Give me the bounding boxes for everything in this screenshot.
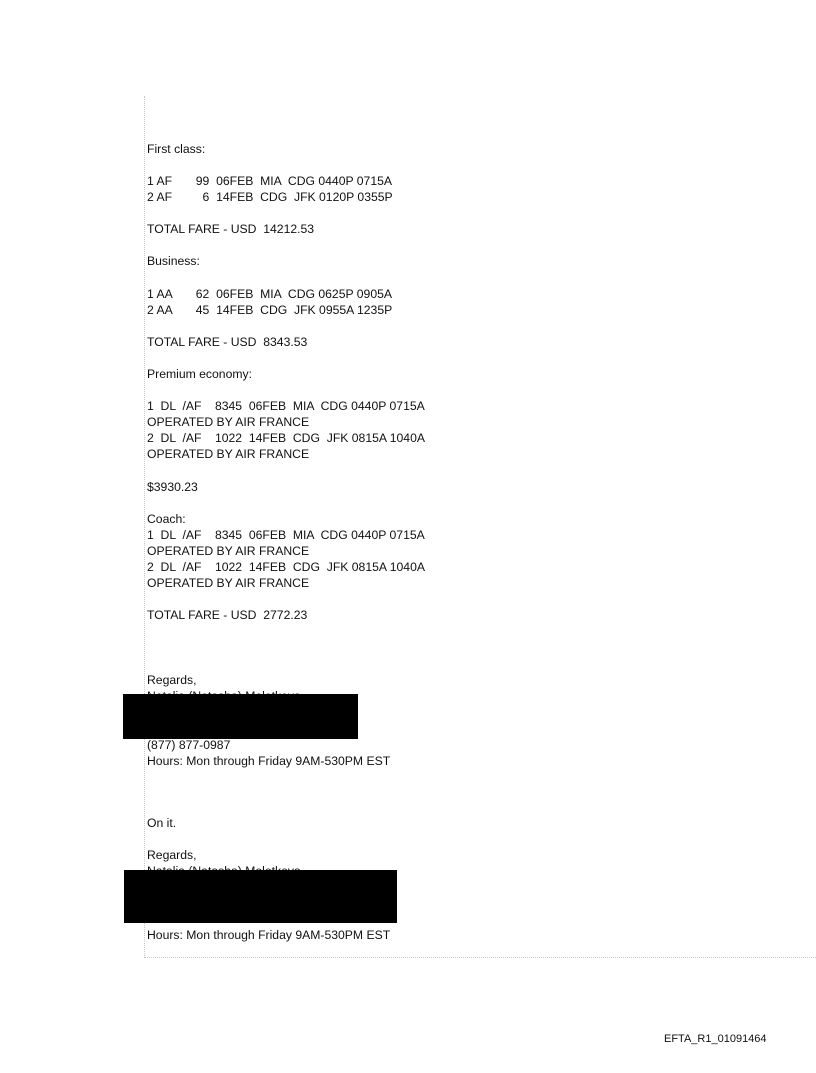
first-class-segment-2: 2 AF 6 14FEB CDG JFK 0120P 0355P — [147, 190, 393, 204]
premium-economy-operated-by-1: OPERATED BY AIR FRANCE — [147, 415, 310, 429]
premium-economy-total: $3930.23 — [147, 480, 198, 494]
first-class-total-fare: TOTAL FARE - USD 14212.53 — [147, 222, 315, 236]
coach-segment-1: 1 DL /AF 8345 06FEB MIA CDG 0440P 0715A — [147, 528, 425, 542]
business-segment-2: 2 AA 45 14FEB CDG JFK 0955A 1235P — [147, 303, 393, 317]
coach-operated-by-1: OPERATED BY AIR FRANCE — [147, 544, 310, 558]
reply-text: On it. — [147, 816, 177, 830]
coach-total-fare: TOTAL FARE - USD 2772.23 — [147, 608, 308, 622]
signature-2-hours: Hours: Mon through Friday 9AM-530PM EST — [147, 928, 391, 942]
signature-1-redaction-block — [123, 694, 358, 739]
premium-economy-operated-by-2: OPERATED BY AIR FRANCE — [147, 447, 310, 461]
first-class-heading: First class: — [147, 142, 206, 156]
business-segment-1: 1 AA 62 06FEB MIA CDG 0625P 0905A — [147, 287, 393, 301]
signature-1-phone: (877) 877-0987 — [147, 738, 231, 752]
signature-1-regards: Regards, — [147, 673, 197, 687]
premium-economy-segment-1: 1 DL /AF 8345 06FEB MIA CDG 0440P 0715A — [147, 399, 425, 413]
coach-segment-2: 2 DL /AF 1022 14FEB CDG JFK 0815A 1040A — [147, 560, 425, 574]
premium-economy-segment-2: 2 DL /AF 1022 14FEB CDG JFK 0815A 1040A — [147, 431, 425, 445]
business-heading: Business: — [147, 254, 200, 268]
signature-2-regards: Regards, — [147, 848, 197, 862]
coach-heading: Coach: — [147, 512, 186, 526]
first-class-segment-1: 1 AF 99 06FEB MIA CDG 0440P 0715A — [147, 174, 393, 188]
signature-1-hours: Hours: Mon through Friday 9AM-530PM EST — [147, 754, 391, 768]
premium-economy-heading: Premium economy: — [147, 367, 252, 381]
signature-2-redaction-block — [124, 870, 397, 923]
document-id-footer: EFTA_R1_01091464 — [664, 1033, 767, 1045]
business-total-fare: TOTAL FARE - USD 8343.53 — [147, 335, 308, 349]
coach-operated-by-2: OPERATED BY AIR FRANCE — [147, 576, 310, 590]
